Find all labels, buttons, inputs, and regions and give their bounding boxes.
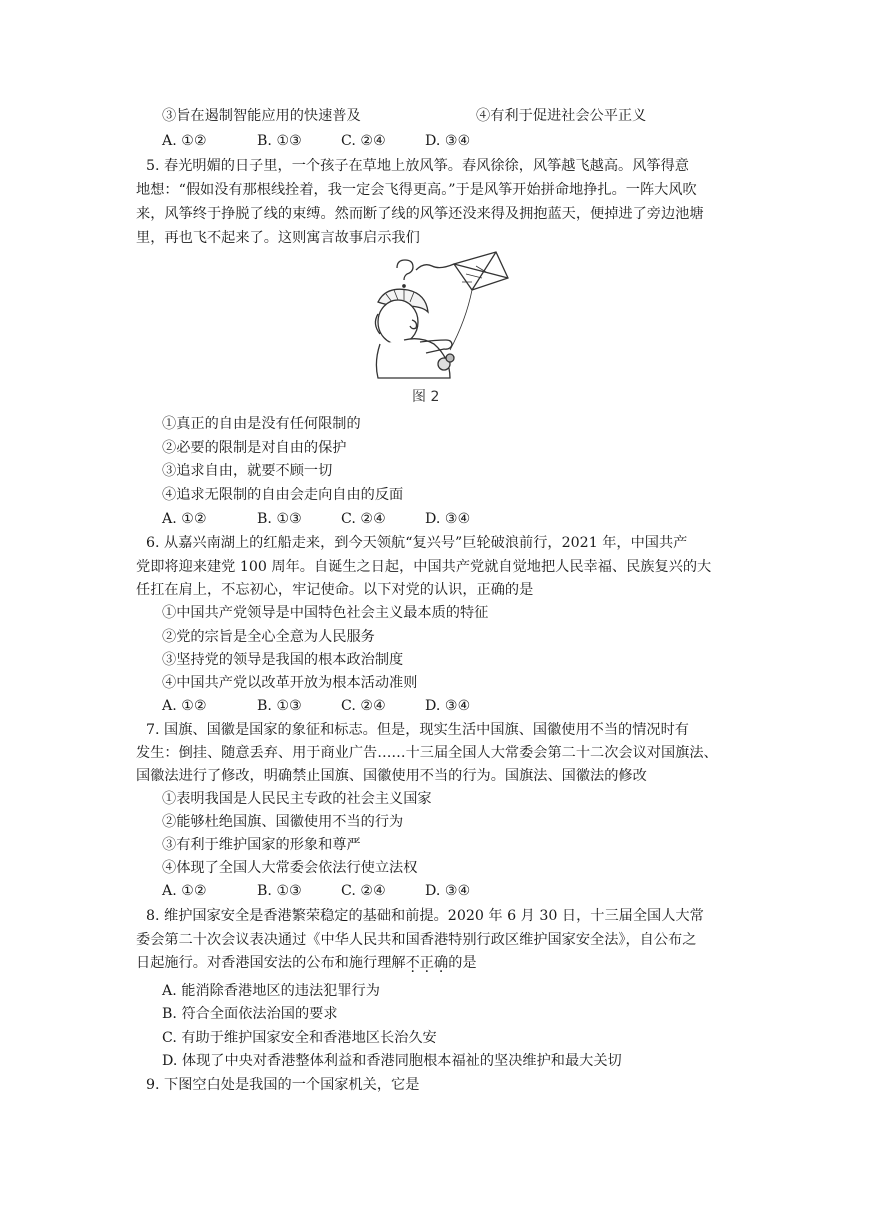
q6-text-1: 6. 从嘉兴南湖上的红船走来，到今天领航“复兴号”巨轮破浪前行，2021 年，中国共产 bbox=[146, 535, 688, 551]
q5-item-2: ②必要的限制是对自由的保护 bbox=[162, 440, 347, 456]
q5-item-1: ①真正的自由是没有任何限制的 bbox=[162, 416, 361, 432]
emphasis-char: 正 bbox=[419, 955, 434, 971]
option-c: C. ②④ bbox=[341, 698, 386, 714]
q8-option-d: D. 体现了中央对香港整体利益和香港同胞根本福祉的坚决维护和最大关切 bbox=[162, 1053, 622, 1069]
q5-options bbox=[162, 508, 470, 530]
q5-text-2: 地想：“假如没有那根线拴着，我一定会飞得更高。”于是风筝开始拼命地挣扎。一阵大风吹 bbox=[136, 182, 697, 198]
q7-item-3: ③有利于维护国家的形象和尊严 bbox=[162, 837, 361, 853]
option-d: D. ③④ bbox=[425, 511, 471, 527]
q8-text-1: 8. 维护国家安全是香港繁荣稳定的基础和前提。2020 年 6 月 30 日，十三届全国人大常 bbox=[146, 908, 704, 924]
q8-option-b: B. 符合全面依法治国的要求 bbox=[162, 1006, 338, 1022]
option-a: A. ①② bbox=[162, 133, 207, 149]
option-b: B. ①③ bbox=[257, 698, 302, 714]
option-b: B. ①③ bbox=[257, 883, 302, 899]
option-d: D. ③④ bbox=[425, 883, 471, 899]
q7-item-1: ①表明我国是人民民主专政的社会主义国家 bbox=[162, 791, 432, 807]
q8-text-2: 委会第二十次会议表决通过《中华人民共和国香港特别行政区维护国家安全法》，自公布之 bbox=[136, 932, 697, 948]
emphasis-char: 不 bbox=[405, 955, 420, 971]
emphasized-not-correct bbox=[406, 955, 449, 971]
q7-text-3: 国徽法进行了修改，明确禁止国旗、国徽使用不当的行为。国旗法、国徽法的修改 bbox=[136, 768, 647, 784]
q5-text-3: 来，风筝终于挣脱了线的束缚。然而断了线的风筝还没来得及拥抱蓝天，便掉进了旁边池塘 bbox=[136, 206, 704, 222]
q4-item-4: ④有利于促进社会公平正义 bbox=[476, 108, 647, 124]
q6-text-2: 党即将迎来建党 100 周年。自诞生之日起，中国共产党就自觉地把人民幸福、民族复兴的大 bbox=[136, 559, 712, 575]
option-d: D. ③④ bbox=[425, 133, 471, 149]
q6-text-3: 任扛在肩上，不忘初心，牢记使命。以下对党的认识，正确的是 bbox=[136, 582, 534, 598]
q5-item-3: ③追求自由，就要不顾一切 bbox=[162, 463, 333, 479]
figure-caption: 图 2 bbox=[412, 389, 440, 405]
q7-text-1: 7. 国旗、国徽是国家的象征和标志。但是，现实生活中国旗、国徽使用不当的情况时有 bbox=[146, 722, 689, 738]
q6-options bbox=[162, 695, 470, 717]
q7-item-2: ②能够杜绝国旗、国徽使用不当的行为 bbox=[162, 814, 404, 830]
emphasized-text bbox=[406, 955, 449, 971]
q6-item-3: ③坚持党的领导是我国的根本政治制度 bbox=[162, 652, 404, 668]
q5-text-4: 里，再也飞不起来了。这则寓言故事启示我们 bbox=[136, 230, 420, 246]
q7-item-4: ④体现了全国人大常委会依法行使立法权 bbox=[162, 860, 418, 876]
option-b: B. ①③ bbox=[257, 133, 302, 149]
kite-child-illustration bbox=[346, 244, 516, 409]
option-b: B. ①③ bbox=[257, 511, 302, 527]
q5-text-1: 5. 春光明媚的日子里，一个孩子在草地上放风筝。春风徐徐，风筝越飞越高。风筝得意 bbox=[146, 158, 689, 174]
option-c: C. ②④ bbox=[341, 883, 386, 899]
q6-item-1: ①中国共产党领导是中国特色社会主义最本质的特征 bbox=[162, 605, 489, 621]
option-a: A. ①② bbox=[162, 698, 207, 714]
option-c: C. ②④ bbox=[341, 511, 386, 527]
q8-option-a: A. 能消除香港地区的违法犯罪行为 bbox=[162, 983, 380, 999]
q7-options bbox=[162, 880, 470, 902]
q4-options bbox=[162, 130, 470, 152]
q8-option-c: C. 有助于维护国家安全和香港地区长治久安 bbox=[162, 1030, 437, 1046]
option-c: C. ②④ bbox=[341, 133, 386, 149]
q8-text-3-start: 日起施行。对香港国安法的公布和施行理解 bbox=[136, 955, 406, 971]
option-d: D. ③④ bbox=[425, 698, 471, 714]
q4-item-3: ③旨在遏制智能应用的快速普及 bbox=[162, 108, 361, 124]
q9-text-1: 9. 下图空白处是我国的一个国家机关，它是 bbox=[146, 1077, 420, 1093]
q5-item-4: ④追求无限制的自由会走向自由的反面 bbox=[162, 487, 404, 503]
q7-text-2: 发生：倒挂、随意丢弃、用于商业广告……十三届全国人大常委会第二十二次会议对国旗法、 bbox=[136, 745, 718, 761]
q6-item-2: ②党的宗旨是全心全意为人民服务 bbox=[162, 629, 375, 645]
q8-text-3-end: 的是 bbox=[448, 955, 477, 971]
q8-text-3 bbox=[136, 952, 477, 974]
emphasis-char: 确 bbox=[433, 955, 449, 971]
option-a: A. ①② bbox=[162, 883, 207, 899]
q6-item-4: ④中国共产党以改革开放为根本活动准则 bbox=[162, 675, 418, 691]
option-a: A. ①② bbox=[162, 511, 207, 527]
